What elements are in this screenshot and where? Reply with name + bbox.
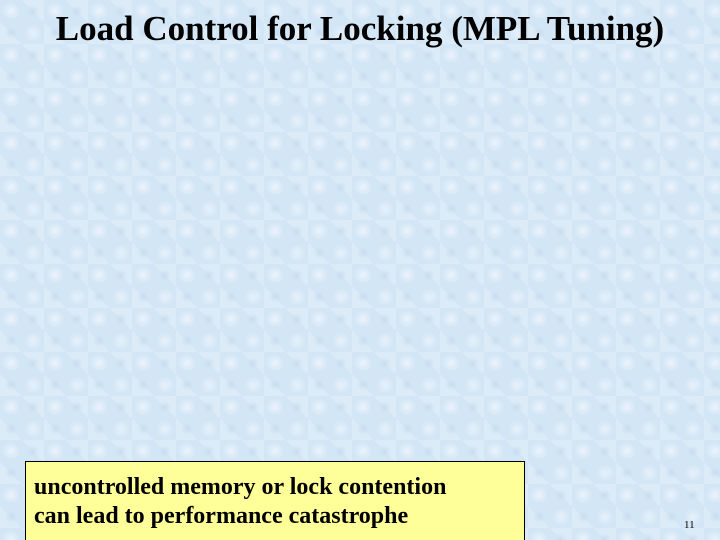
slide-title: Load Control for Locking (MPL Tuning)	[55, 9, 665, 48]
callout-line-1: uncontrolled memory or lock contention	[34, 474, 447, 500]
callout-line-2: can lead to performance catastrophe	[34, 503, 409, 529]
slide-number: 11	[684, 519, 695, 531]
callout-box	[25, 461, 525, 540]
